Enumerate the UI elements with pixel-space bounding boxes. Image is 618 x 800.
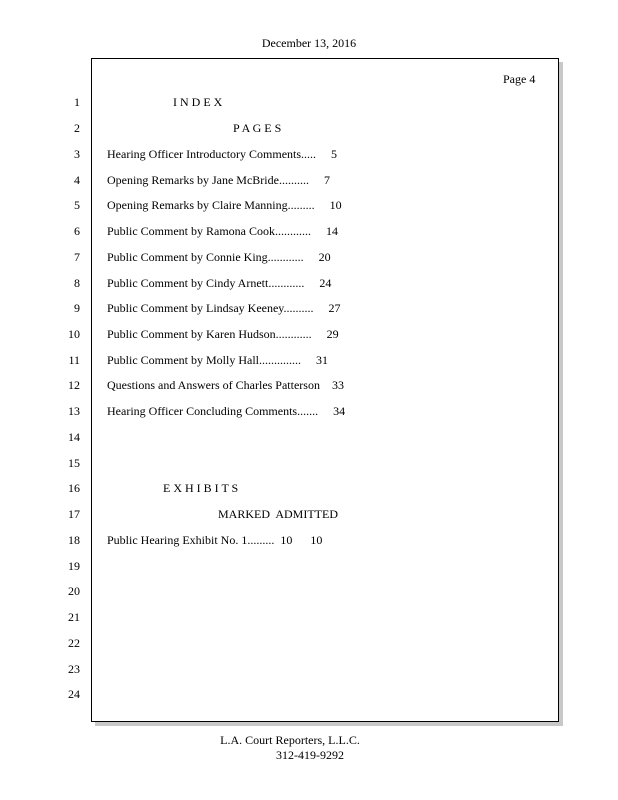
index-entry: Public Comment by Cindy Arnett............ 24 (107, 276, 332, 290)
index-entry: Hearing Officer Concluding Comments....... 34 (107, 404, 346, 418)
line-number: 22 (68, 636, 80, 650)
line-number: 21 (68, 610, 80, 624)
exhibits-columns: MARKED ADMITTED (218, 507, 338, 521)
line-number: 18 (68, 533, 80, 547)
index-entry: Public Comment by Ramona Cook............ 14 (107, 224, 338, 238)
index-entry: Public Comment by Molly Hall.............. 31 (107, 353, 328, 367)
footer-company: L.A. Court Reporters, L.L.C. (220, 733, 360, 747)
line-number: 3 (74, 147, 80, 161)
line-number: 6 (74, 224, 80, 238)
header-date: December 13, 2016 (261, 36, 357, 50)
line-number: 17 (68, 507, 80, 521)
line-number: 8 (74, 276, 80, 290)
line-number: 19 (68, 559, 80, 573)
line-number: 24 (68, 687, 80, 701)
line-number: 16 (68, 481, 80, 495)
page-number: Page 4 (503, 72, 536, 86)
line-number: 7 (74, 250, 80, 264)
line-number: 2 (74, 121, 80, 135)
line-number: 4 (74, 173, 80, 187)
index-entry: Public Comment by Karen Hudson............ 29 (107, 327, 339, 341)
index-entry: Opening Remarks by Claire Manning......... 10 (107, 198, 342, 212)
line-number: 9 (74, 301, 80, 315)
exhibits-heading: E X H I B I T S (163, 481, 239, 495)
line-number: 15 (68, 456, 80, 470)
line-number: 14 (68, 430, 80, 444)
exhibit-entry: Public Hearing Exhibit No. 1......... 10 10 (107, 533, 323, 547)
index-entry: Public Comment by Connie King............ 20 (107, 250, 331, 264)
line-number: 10 (68, 327, 80, 341)
index-heading: I N D E X (173, 95, 223, 109)
line-number: 23 (68, 662, 80, 676)
line-number: 1 (74, 95, 80, 109)
index-entry: Hearing Officer Introductory Comments..... 5 (107, 147, 338, 161)
pages-heading: P A G E S (233, 121, 282, 135)
line-number: 5 (74, 198, 80, 212)
line-number: 13 (68, 404, 80, 418)
footer-phone: 312-419-9292 (276, 748, 344, 762)
index-entry: Opening Remarks by Jane McBride.......... 7 (107, 173, 330, 187)
line-number: 11 (68, 353, 80, 367)
line-number: 20 (68, 584, 80, 598)
index-entry: Questions and Answers of Charles Patterson 33 (107, 378, 344, 392)
line-number: 12 (68, 378, 80, 392)
index-entry: Public Comment by Lindsay Keeney.......... 27 (107, 301, 341, 315)
